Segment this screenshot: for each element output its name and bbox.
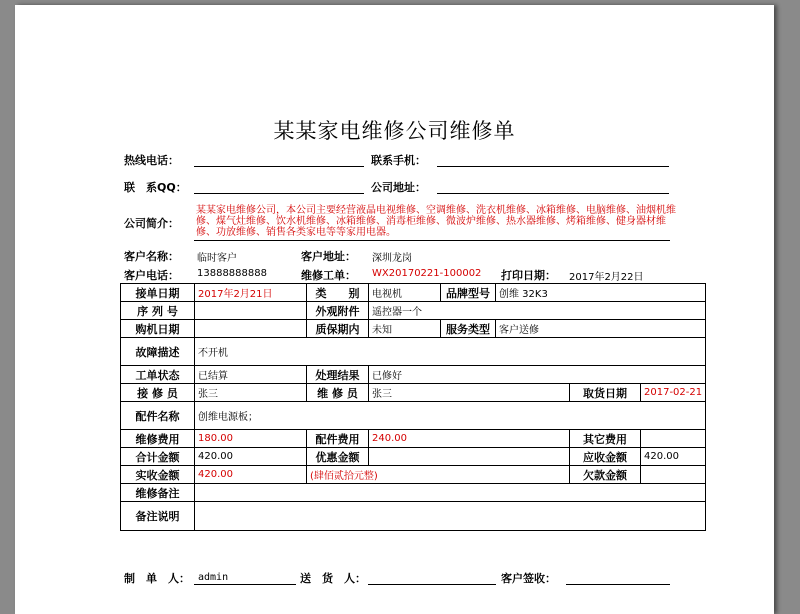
table-row — [121, 302, 706, 320]
maker-label: 制 单 人： — [124, 572, 190, 585]
table-row — [121, 430, 706, 448]
paid-value: 420.00 — [195, 466, 307, 484]
qq-line — [194, 193, 364, 194]
pickup-date-value: 2017-02-21 — [641, 384, 706, 402]
hotline-label: 热线电话： — [124, 154, 179, 167]
warranty-label: 质保期内 — [307, 320, 369, 338]
customer-name-label: 客户名称： — [124, 250, 179, 263]
technician-label: 维 修 员 — [307, 384, 369, 402]
table-row — [121, 384, 706, 402]
result-label: 处理结果 — [307, 366, 369, 384]
service-type-label: 服务类型 — [441, 320, 496, 338]
receive-date-label: 接单日期 — [121, 284, 195, 302]
note-label: 备注说明 — [121, 502, 195, 531]
paid-label: 实收金额 — [121, 466, 195, 484]
purchase-date-label: 购机日期 — [121, 320, 195, 338]
print-date-label: 打印日期： — [501, 269, 556, 282]
repair-details-table — [120, 283, 706, 531]
intro-label: 公司简介： — [124, 217, 179, 230]
serial-label: 序 列 号 — [121, 302, 195, 320]
order-number-label: 维修工单： — [301, 269, 356, 282]
owed-value — [641, 466, 706, 484]
customer-name-value: 临时客户 — [197, 253, 237, 264]
delivery-line — [368, 584, 496, 585]
customer-phone-value: 13888888888 — [197, 268, 267, 279]
note-value — [195, 502, 706, 531]
technician-value: 张三 — [369, 384, 570, 402]
other-fee-label: 其它费用 — [570, 430, 641, 448]
accessory-label: 外观附件 — [307, 302, 369, 320]
table-row — [121, 466, 706, 484]
repair-fee-value: 180.00 — [195, 430, 307, 448]
parts-fee-label: 配件费用 — [307, 430, 369, 448]
repair-remark-label: 维修备注 — [121, 484, 195, 502]
document-title: 某某家电维修公司维修单 — [273, 119, 516, 143]
address-line — [437, 193, 669, 194]
brand-value: 创维 32K3 — [496, 284, 706, 302]
status-label: 工单状态 — [121, 366, 195, 384]
fault-value: 不开机 — [195, 338, 706, 366]
print-date-value: 2017年2月22日 — [569, 272, 644, 283]
company-intro: 某某家电维修公司，本公司主要经营液晶电视维修、空调维修、洗衣机维修、冰箱维修、电脑维修、油烟机维修、煤气灶维修、饮水机维修、冰箱维修、消毒柜维修、微波炉维修、热水器维修、烤箱维修、健身器材维修、功放维修、销售各类家电等等家用电器。 — [196, 205, 676, 238]
paid-amount-in-words: (肆佰贰拾元整) — [307, 466, 570, 484]
brand-label: 品牌型号 — [441, 284, 496, 302]
category-value: 电视机 — [369, 284, 441, 302]
parts-label: 配件名称 — [121, 402, 195, 430]
maker-line — [194, 584, 296, 585]
receive-date-value: 2017年2月21日 — [195, 284, 307, 302]
fault-label: 故障描述 — [121, 338, 195, 366]
owed-label: 欠款金额 — [570, 466, 641, 484]
maker-value: admin — [198, 572, 229, 583]
result-value: 已修好 — [369, 366, 706, 384]
discount-value — [369, 448, 570, 466]
qq-label: 联 系QQ： — [124, 181, 187, 194]
customer-phone-label: 客户电话： — [124, 269, 179, 282]
customer-sign-line — [566, 584, 670, 585]
purchase-date-value — [195, 320, 307, 338]
total-value: 420.00 — [195, 448, 307, 466]
warranty-value: 未知 — [369, 320, 441, 338]
due-label: 应收金额 — [570, 448, 641, 466]
delivery-label: 送 货 人： — [300, 572, 366, 585]
intro-line — [194, 240, 670, 241]
table-row — [121, 502, 706, 531]
accessory-value: 遥控器一个 — [369, 302, 706, 320]
total-label: 合计金额 — [121, 448, 195, 466]
repairer-label: 接 修 员 — [121, 384, 195, 402]
customer-sign-label: 客户签收： — [501, 572, 556, 585]
table-row — [121, 484, 706, 502]
address-label: 公司地址： — [371, 181, 426, 194]
parts-value: 创维电源板； — [195, 402, 706, 430]
table-row — [121, 448, 706, 466]
category-label: 类 别 — [307, 284, 369, 302]
pickup-date-label: 取货日期 — [570, 384, 641, 402]
repair-remark-value — [195, 484, 706, 502]
status-value: 已结算 — [195, 366, 307, 384]
customer-address-label: 客户地址： — [301, 250, 356, 263]
parts-fee-value: 240.00 — [369, 430, 570, 448]
order-number-value: WX20170221-100002 — [372, 268, 482, 279]
repairer-value: 张三 — [195, 384, 307, 402]
table-row — [121, 320, 706, 338]
serial-value — [195, 302, 307, 320]
table-row — [121, 402, 706, 430]
mobile-line — [437, 166, 669, 167]
table-row — [121, 338, 706, 366]
customer-address-value: 深圳龙岗 — [372, 253, 412, 264]
due-value: 420.00 — [641, 448, 706, 466]
service-type-value: 客户送修 — [496, 320, 706, 338]
repair-fee-label: 维修费用 — [121, 430, 195, 448]
discount-label: 优惠金额 — [307, 448, 369, 466]
table-row — [121, 366, 706, 384]
other-fee-value — [641, 430, 706, 448]
table-row — [121, 284, 706, 302]
mobile-label: 联系手机： — [371, 154, 426, 167]
hotline-line — [194, 166, 364, 167]
